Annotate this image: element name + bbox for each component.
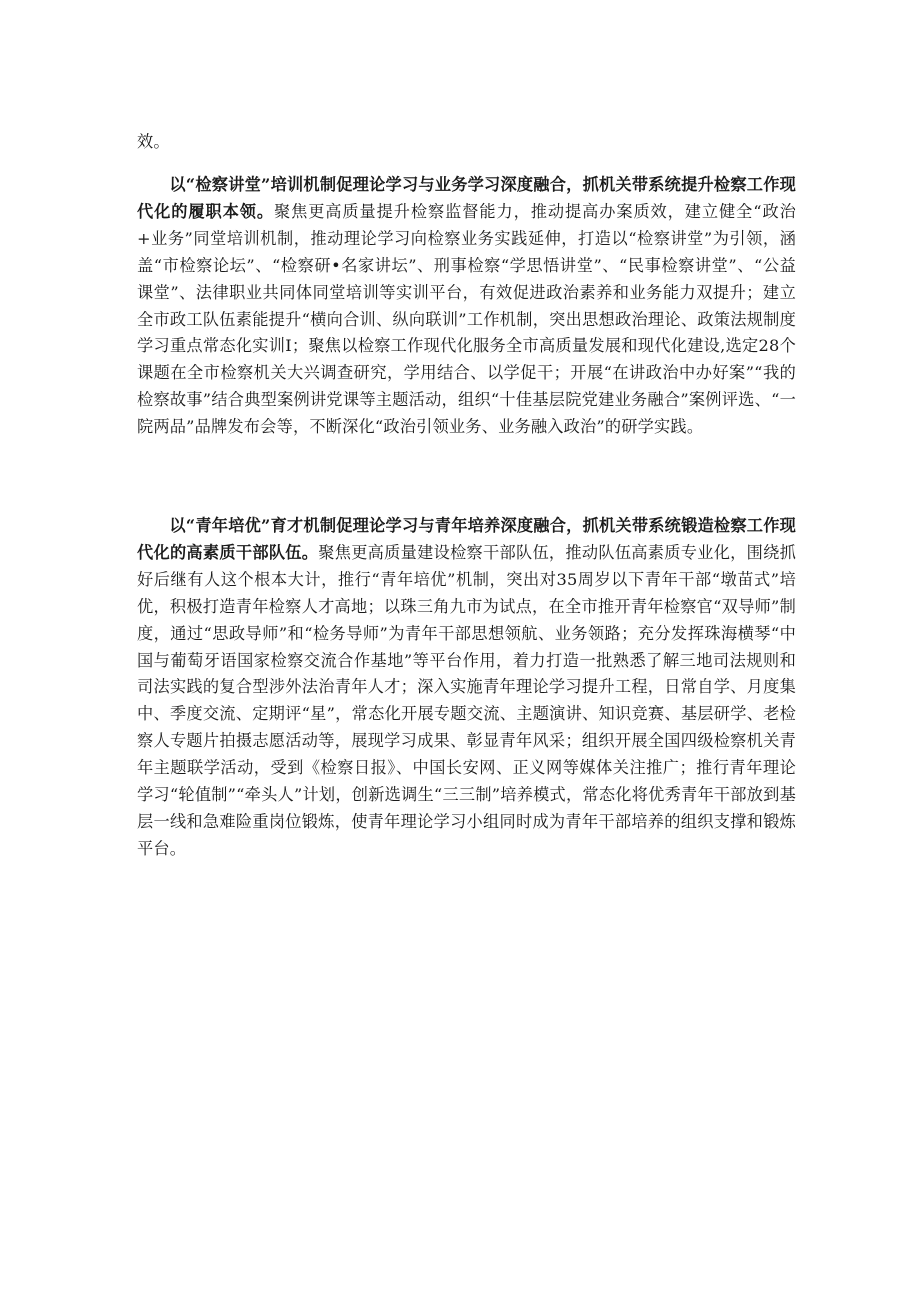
- paragraph-procuratorial-lecture: [137, 172, 796, 441]
- paragraph-lead-heading: 以“青年培优”育才机制促理论学习与青年培养深度融合，抓机关带系统锻造检察工作现代化的高素质干部队伍。: [137, 516, 796, 562]
- paragraph-lead-heading: 以“检察讲堂”培训机制促理论学习与业务学习深度融合，抓机关带系统提升检察工作现代化的履职本领。: [137, 175, 796, 221]
- paragraph-body-text: 聚焦更高质量提升检察监督能力，推动提高办案质效，建立健全“政治+业务”同堂培训机制，推动理论学习向检察业务实践延伸，打造以“检察讲堂”为引领，涵盖“市检察论坛”、“检察研•名家讲坛”、刑事检察“学思悟讲堂”、“民事检察讲堂”、“公益课堂”、法律职业共同体同堂培训等实训平台，有效促进政治素养和业务能力双提升；建立全市政工队伍素能提升“横向合训、纵向联训”工作机制，突出思想政治理论、政策法规制度学习重点常态化实训I；聚焦以检察工作现代化服务全市高质量发展和现代化建设,选定28个课题在全市检察机关大兴调查研究，学用结合、以学促干；开展“在讲政治中办好案”“我的检察故事”结合典型案例讲党课等主题活动，组织“十佳基层院党建业务融合”案例评选、“一院两品”品牌发布会等，不断深化“政治引领业务、业务融入政治”的研学实践。: [137, 201, 796, 437]
- paragraph-body-text: 聚焦更高质量建设检察干部队伍，推动队伍高素质专业化，围绕抓好后继有人这个根本大计，推行“青年培优”机制，突出对35周岁以下青年干部“墩苗式”培优，积极打造青年检察人才高地；以珠三角九市为试点，在全市推开青年检察官“双导师”制度，通过“思政导师”和“检务导师”为青年干部思想领航、业务领路；充分发挥珠海横琴“中国与葡萄牙语国家检察交流合作基地”等平台作用，着力打造一批熟悉了解三地司法规则和司法实践的复合型涉外法治青年人才；深入实施青年理论学习提升工程，日常自学、月度集中、季度交流、定期评“星”，常态化开展专题交流、主题演讲、知识竞赛、基层研学、老检察人专题片拍摄志愿活动等，展现学习成果、彰显青年风采；组织开展全国四级检察机关青年主题联学活动，受到《检察日报》、中国长安网、正义网等媒体关注推广；推行青年理论学习“轮值制”“牵头人”计划，创新选调生“三三制”培养模式，常态化将优秀青年干部放到基层一线和急难险重岗位锻炼，使青年理论学习小组同时成为青年干部培养的组织支撑和锻炼平台。: [137, 542, 796, 858]
- paragraph-youth-cultivation: [137, 513, 796, 863]
- continuation-fragment: 效。: [137, 132, 170, 151]
